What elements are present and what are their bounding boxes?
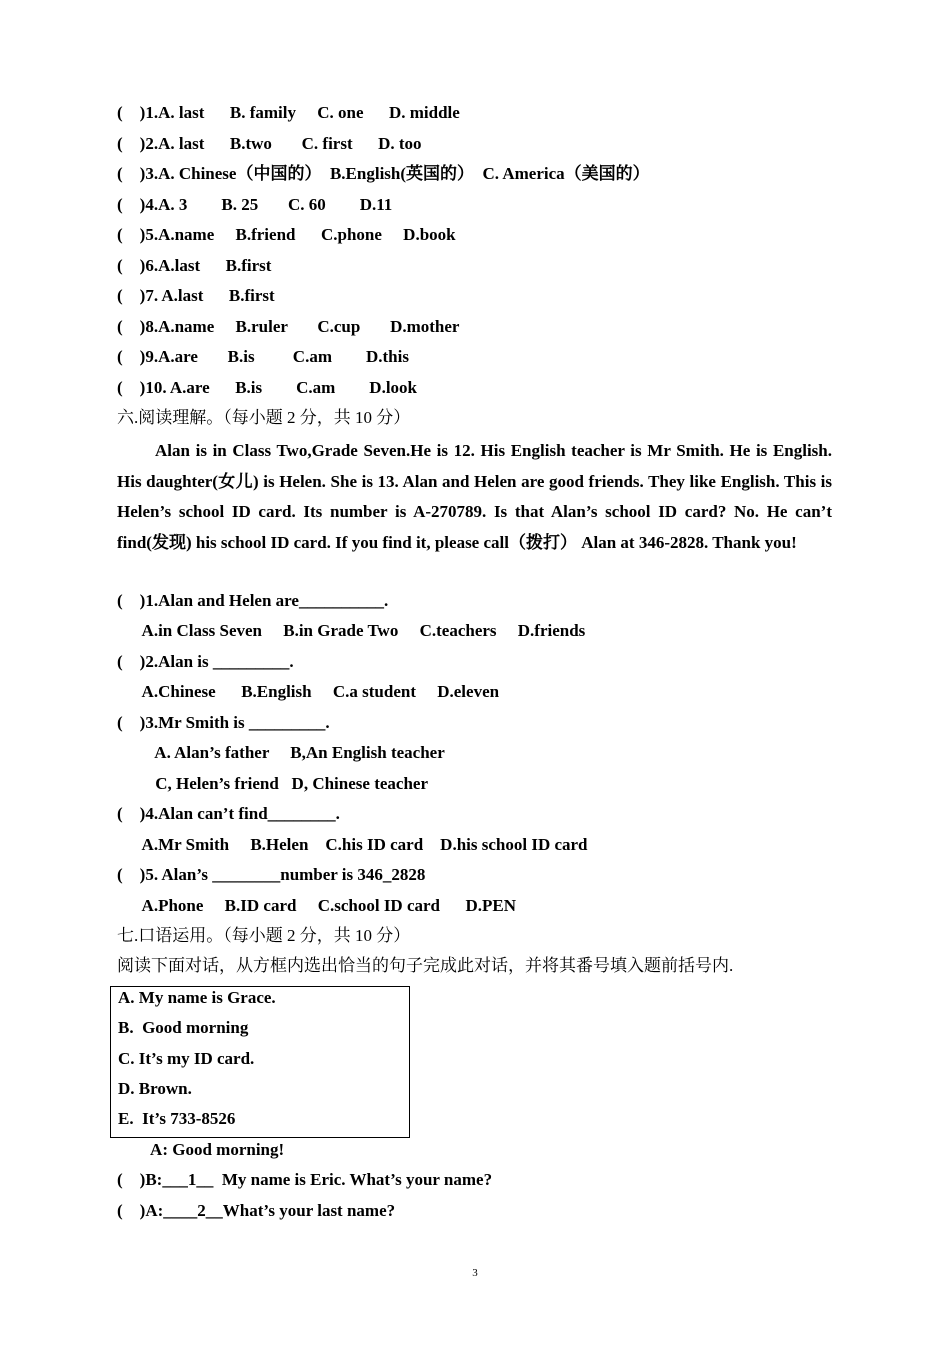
box-option: A. My name is Grace. bbox=[118, 988, 276, 1007]
dialog-line: ( )A:____2__What’s your last name? bbox=[117, 1201, 396, 1220]
answer-options: A. Alan’s father B,An English teacher bbox=[117, 743, 445, 762]
answer-options: C, Helen’s friend D, Chinese teacher bbox=[117, 774, 428, 793]
question-line: ( )6.A.last B.first bbox=[117, 256, 272, 275]
question-line: ( )2.Alan is _________. bbox=[117, 652, 294, 671]
section-title: 六.阅读理解。（每小题 2 分，共 10 分） bbox=[117, 408, 411, 427]
dialog-line: ( )B:___1__ My name is Eric. What’s your name? bbox=[117, 1170, 493, 1189]
answer-options: A.Chinese B.English C.a student D.eleven bbox=[117, 682, 500, 701]
question-line: ( )3.A. Chinese（中国的） B.English(英国的） C. America（美国的） bbox=[117, 164, 650, 183]
question-line: ( )1.A. last B. family C. one D. middle bbox=[117, 103, 460, 122]
question-line: ( )4.A. 3 B. 25 C. 60 D.11 bbox=[117, 195, 393, 214]
question-line: ( )1.Alan and Helen are__________. bbox=[117, 591, 389, 610]
question-line: ( )5.A.name B.friend C.phone D.book bbox=[117, 225, 456, 244]
options-box bbox=[110, 986, 410, 1138]
question-line: ( )10. A.are B.is C.am D.look bbox=[117, 378, 418, 397]
question-line: ( )9.A.are B.is C.am D.this bbox=[117, 347, 409, 366]
box-option: B. Good morning bbox=[118, 1018, 249, 1037]
box-option: D. Brown. bbox=[118, 1079, 192, 1098]
box-option: E. It’s 733-8526 bbox=[118, 1109, 236, 1128]
section-title: 七.口语运用。（每小题 2 分，共 10 分） bbox=[117, 926, 411, 945]
answer-options: A.Mr Smith B.Helen C.his ID card D.his school ID card bbox=[117, 835, 588, 854]
dialog-line: A: Good morning! bbox=[117, 1140, 285, 1159]
question-line: ( )3.Mr Smith is _________. bbox=[117, 713, 330, 732]
question-line: ( )7. A.last B.first bbox=[117, 286, 275, 305]
question-line: ( )5. Alan’s ________number is 346_2828 bbox=[117, 865, 426, 884]
question-line: ( )2.A. last B.two C. first D. too bbox=[117, 134, 422, 153]
answer-options: A.Phone B.ID card C.school ID card D.PEN bbox=[117, 896, 517, 915]
section-instruction: 阅读下面对话，从方框内选出恰当的句子完成此对话，并将其番号填入题前括号内. bbox=[117, 956, 734, 975]
question-line: ( )8.A.name B.ruler C.cup D.mother bbox=[117, 317, 460, 336]
question-line: ( )4.Alan can’t find________. bbox=[117, 804, 340, 823]
page-number: 3 bbox=[472, 1267, 478, 1279]
answer-options: A.in Class Seven B.in Grade Two C.teachers D.friends bbox=[117, 621, 586, 640]
box-option: C. It’s my ID card. bbox=[118, 1049, 255, 1068]
reading-passage: Alan is in Class Two,Grade Seven.He is 12. His English teacher is Mr Smith. He is English. His daughter(女儿) is Helen. She is 13. Alan and Helen are good friends. They like English. This is Helen’s school ID card. Its number is A-270789. Is that Alan’s school ID card? No. He can’t find(发现) his school ID card. If you find it, please call（拨打） Alan at 346-2828. Thank you! bbox=[117, 441, 832, 552]
